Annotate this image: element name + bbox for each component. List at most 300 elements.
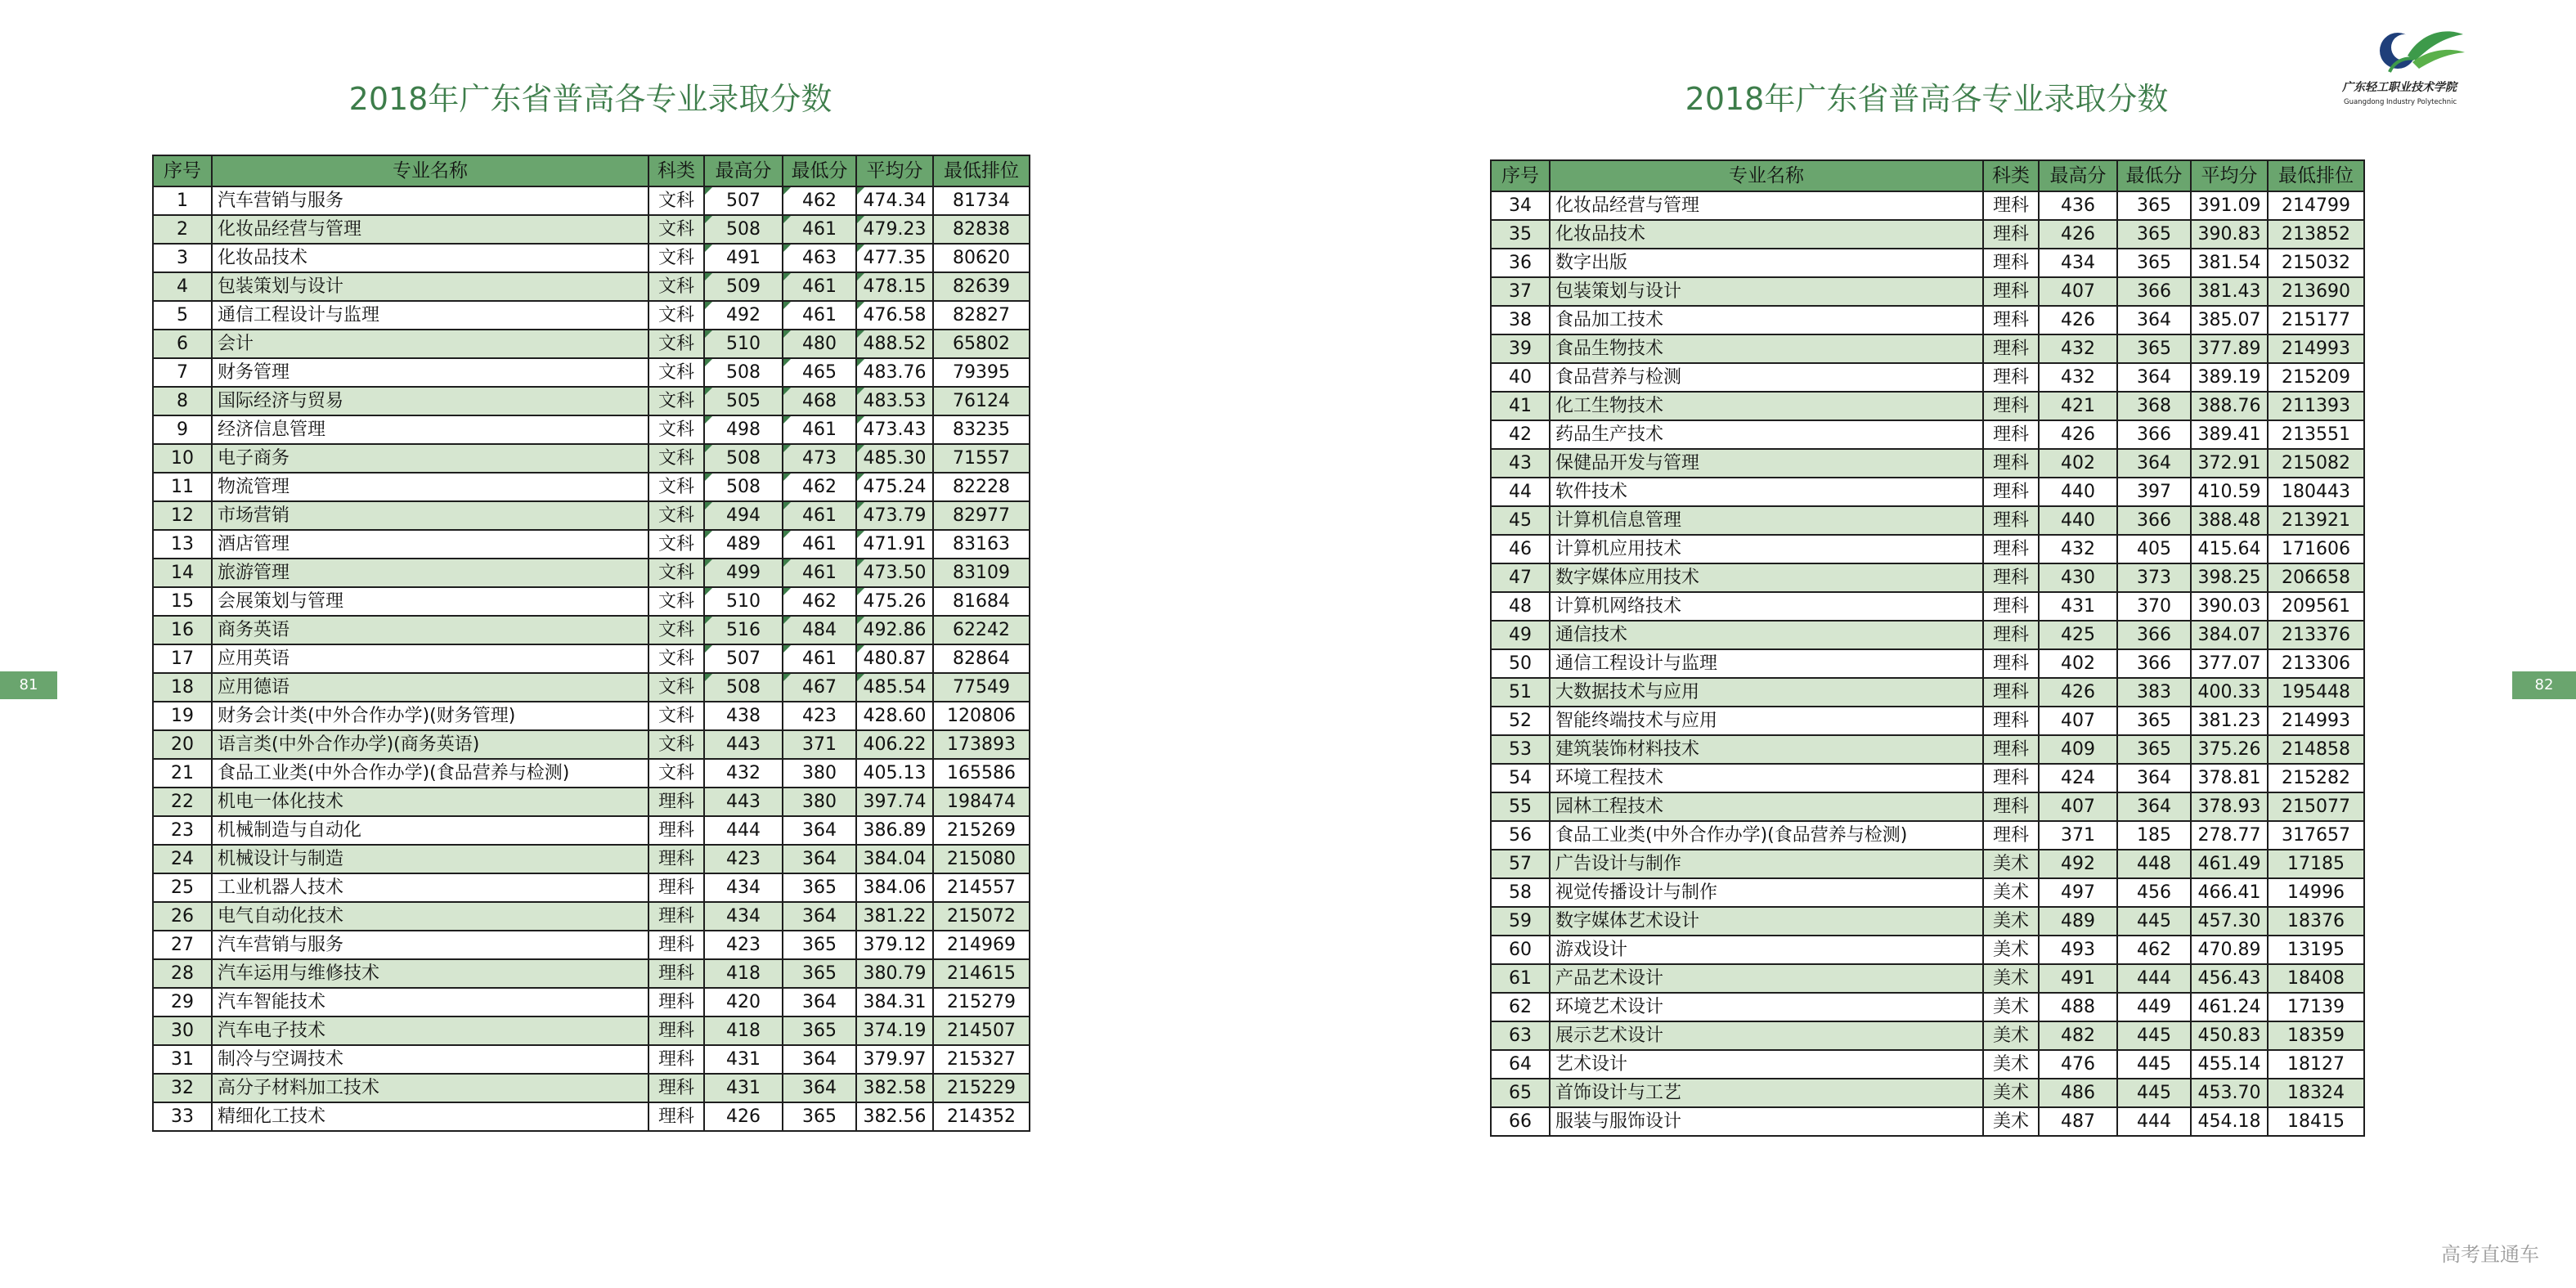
table-cell: 364 [2117,306,2191,334]
table-cell: 34 [1491,191,1550,220]
table-cell: 463 [783,244,856,272]
table-cell: 理科 [648,931,704,959]
table-cell: 397 [2117,478,2191,506]
watermark: 高考直通车 [2441,1243,2539,1266]
major-name-cell: 软件技术 [1550,478,1983,506]
table-cell: 380 [783,759,856,788]
table-cell: 390.83 [2191,220,2268,249]
major-name-cell: 酒店管理 [212,530,648,559]
major-name-cell: 计算机信息管理 [1550,506,1983,535]
table-cell: 377.07 [2191,649,2268,678]
table-cell: 82977 [933,501,1030,530]
table-cell: 480 [783,330,856,358]
table-cell: 507 [704,644,783,673]
table-cell: 40 [1491,363,1550,392]
table-cell: 365 [783,1016,856,1045]
table-cell: 383 [2117,678,2191,707]
major-name-cell: 智能终端技术与应用 [1550,707,1983,735]
table-row [1491,449,2364,478]
table-cell: 71557 [933,444,1030,473]
column-header: 序号 [1491,160,1550,191]
major-name-cell: 保健品开发与管理 [1550,449,1983,478]
table-cell: 13 [153,530,212,559]
table-cell: 41 [1491,392,1550,420]
table-cell: 473.43 [856,415,933,444]
table-cell: 407 [2039,277,2117,306]
table-cell: 18 [153,673,212,702]
table-header-row [153,155,1030,186]
table-cell: 379.97 [856,1045,933,1074]
major-name-cell: 高分子材料加工技术 [212,1074,648,1102]
major-name-cell: 食品工业类(中外合作办学)(食品营养与检测) [212,759,648,788]
table-cell: 美术 [1983,1107,2039,1136]
column-header: 最高分 [704,155,783,186]
major-name-cell: 精细化工技术 [212,1102,648,1131]
table-cell: 15 [153,587,212,616]
table-cell: 366 [2117,277,2191,306]
table-cell: 461 [783,301,856,330]
table-cell: 402 [2039,649,2117,678]
table-row [153,244,1030,272]
table-cell: 16 [153,616,212,644]
table-cell: 443 [704,788,783,816]
table-row [153,902,1030,931]
table-cell: 文科 [648,644,704,673]
table-cell: 214993 [2268,334,2364,363]
table-row [1491,878,2364,907]
table-cell: 465 [783,358,856,387]
major-name-cell: 经济信息管理 [212,415,648,444]
table-cell: 421 [2039,392,2117,420]
table-cell: 理科 [1983,764,2039,792]
major-name-cell: 汽车运用与维修技术 [212,959,648,988]
table-cell: 18408 [2268,964,2364,993]
table-cell: 213306 [2268,649,2364,678]
table-cell: 10 [153,444,212,473]
table-cell: 484 [783,616,856,644]
table-cell: 450.83 [2191,1021,2268,1050]
table-cell: 497 [2039,878,2117,907]
table-cell: 美术 [1983,1079,2039,1107]
table-cell: 213376 [2268,621,2364,649]
table-cell: 3 [153,244,212,272]
table-cell: 498 [704,415,783,444]
table-cell: 432 [2039,363,2117,392]
table-cell: 461 [783,215,856,244]
table-cell: 365 [2117,707,2191,735]
table-cell: 432 [704,759,783,788]
major-name-cell: 数字媒体艺术设计 [1550,907,1983,936]
table-cell: 80620 [933,244,1030,272]
table-cell: 516 [704,616,783,644]
table-cell: 215072 [933,902,1030,931]
major-name-cell: 通信技术 [1550,621,1983,649]
table-row [1491,535,2364,563]
table-row [1491,563,2364,592]
table-row [153,415,1030,444]
column-header: 科类 [648,155,704,186]
table-cell: 214615 [933,959,1030,988]
table-cell: 18359 [2268,1021,2364,1050]
table-cell: 53 [1491,735,1550,764]
table-cell: 1 [153,186,212,215]
table-cell: 文科 [648,415,704,444]
table-cell: 214969 [933,931,1030,959]
table-cell: 364 [783,902,856,931]
table-cell: 423 [704,845,783,873]
table-cell: 文科 [648,730,704,759]
table-cell: 384.31 [856,988,933,1016]
table-cell: 410.59 [2191,478,2268,506]
table-cell: 215209 [2268,363,2364,392]
table-cell: 214858 [2268,735,2364,764]
table-row [1491,907,2364,936]
table-cell: 449 [2117,993,2191,1021]
table-cell: 理科 [1983,821,2039,850]
table-cell: 462 [783,186,856,215]
table-row [153,272,1030,301]
table-row [1491,277,2364,306]
table-cell: 468 [783,387,856,415]
table-cell: 文科 [648,673,704,702]
table-row [153,616,1030,644]
table-cell: 505 [704,387,783,415]
table-cell: 理科 [1983,621,2039,649]
table-cell: 430 [2039,563,2117,592]
table-row [153,1102,1030,1131]
table-cell: 508 [704,358,783,387]
table-cell: 405 [2117,535,2191,563]
table-cell: 214507 [933,1016,1030,1045]
table-cell: 380 [783,788,856,816]
table-row [1491,249,2364,277]
major-name-cell: 建筑装饰材料技术 [1550,735,1983,764]
table-row [1491,1107,2364,1136]
major-name-cell: 工业机器人技术 [212,873,648,902]
table-cell: 美术 [1983,993,2039,1021]
table-cell: 375.26 [2191,735,2268,764]
table-cell: 491 [2039,964,2117,993]
table-row [153,673,1030,702]
table-cell: 理科 [1983,649,2039,678]
table-cell: 397.74 [856,788,933,816]
major-name-cell: 计算机应用技术 [1550,535,1983,563]
table-cell: 文科 [648,330,704,358]
table-cell: 461 [783,415,856,444]
table-row [1491,1021,2364,1050]
table-cell: 24 [153,845,212,873]
table-cell: 215082 [2268,449,2364,478]
table-row [153,644,1030,673]
major-name-cell: 汽车营销与服务 [212,186,648,215]
table-cell: 理科 [1983,306,2039,334]
table-cell: 461 [783,559,856,587]
table-cell: 理科 [648,1074,704,1102]
table-cell: 453.70 [2191,1079,2268,1107]
table-cell: 491 [704,244,783,272]
table-cell: 406.22 [856,730,933,759]
table-cell: 206658 [2268,563,2364,592]
table-cell: 32 [153,1074,212,1102]
table-row [153,730,1030,759]
table-cell: 39 [1491,334,1550,363]
table-cell: 438 [704,702,783,730]
table-cell: 26 [153,902,212,931]
table-cell: 456 [2117,878,2191,907]
table-cell: 482 [2039,1021,2117,1050]
major-name-cell: 化妆品技术 [212,244,648,272]
major-name-cell: 汽车智能技术 [212,988,648,1016]
table-cell: 17139 [2268,993,2364,1021]
major-name-cell: 食品工业类(中外合作办学)(食品营养与检测) [1550,821,1983,850]
table-cell: 209561 [2268,592,2364,621]
table-cell: 479.23 [856,215,933,244]
table-cell: 480.87 [856,644,933,673]
table-cell: 215229 [933,1074,1030,1102]
table-cell: 420 [704,988,783,1016]
table-cell: 理科 [1983,191,2039,220]
table-cell: 理科 [1983,334,2039,363]
table-cell: 461.49 [2191,850,2268,878]
table-cell: 381.23 [2191,707,2268,735]
column-header: 最低分 [2117,160,2191,191]
major-name-cell: 旅游管理 [212,559,648,587]
table-cell: 215269 [933,816,1030,845]
table-cell: 11 [153,473,212,501]
table-cell: 61 [1491,964,1550,993]
table-cell: 380.79 [856,959,933,988]
table-cell: 36 [1491,249,1550,277]
table-cell: 63 [1491,1021,1550,1050]
major-name-cell: 机械制造与自动化 [212,816,648,845]
table-row [153,358,1030,387]
table-cell: 215177 [2268,306,2364,334]
table-row [1491,420,2364,449]
table-cell: 65 [1491,1079,1550,1107]
table-cell: 17 [153,644,212,673]
table-cell: 485.30 [856,444,933,473]
table-cell: 365 [2117,191,2191,220]
table-cell: 444 [2117,964,2191,993]
table-cell: 493 [2039,936,2117,964]
table-cell: 6 [153,330,212,358]
table-cell: 415.64 [2191,535,2268,563]
major-name-cell: 大数据技术与应用 [1550,678,1983,707]
table-row [153,301,1030,330]
major-name-cell: 化妆品经营与管理 [1550,191,1983,220]
table-cell: 407 [2039,707,2117,735]
table-cell: 文科 [648,244,704,272]
table-row [153,1074,1030,1102]
table-cell: 432 [2039,535,2117,563]
table-cell: 理科 [1983,592,2039,621]
table-cell: 364 [783,816,856,845]
table-header-row [1491,160,2364,191]
table-cell: 461 [783,530,856,559]
table-cell: 448 [2117,850,2191,878]
table-cell: 213852 [2268,220,2364,249]
table-cell: 476.58 [856,301,933,330]
table-cell: 378.93 [2191,792,2268,821]
table-cell: 462 [783,587,856,616]
table-row [153,788,1030,816]
right-score-table [1490,159,2365,1137]
table-cell: 83163 [933,530,1030,559]
table-cell: 445 [2117,1050,2191,1079]
table-cell: 38 [1491,306,1550,334]
table-cell: 426 [2039,678,2117,707]
table-cell: 462 [2117,936,2191,964]
table-row [153,559,1030,587]
table-cell: 366 [2117,649,2191,678]
major-name-cell: 广告设计与制作 [1550,850,1983,878]
table-cell: 365 [783,873,856,902]
table-cell: 理科 [648,988,704,1016]
table-cell: 425 [2039,621,2117,649]
table-cell: 214993 [2268,707,2364,735]
column-header: 最低排位 [933,155,1030,186]
table-cell: 83235 [933,415,1030,444]
table-cell: 426 [2039,220,2117,249]
table-cell: 494 [704,501,783,530]
table-cell: 426 [704,1102,783,1131]
major-name-cell: 计算机网络技术 [1550,592,1983,621]
table-cell: 理科 [1983,707,2039,735]
major-name-cell: 制冷与空调技术 [212,1045,648,1074]
table-cell: 42 [1491,420,1550,449]
table-cell: 434 [704,873,783,902]
table-row [153,873,1030,902]
table-cell: 432 [2039,334,2117,363]
table-cell: 445 [2117,1079,2191,1107]
table-cell: 美术 [1983,850,2039,878]
table-cell: 理科 [1983,392,2039,420]
table-cell: 文科 [648,301,704,330]
table-cell: 365 [783,1102,856,1131]
table-cell: 56 [1491,821,1550,850]
table-cell: 418 [704,959,783,988]
table-cell: 365 [2117,735,2191,764]
major-name-cell: 包装策划与设计 [212,272,648,301]
table-cell: 476 [2039,1050,2117,1079]
table-cell: 489 [704,530,783,559]
table-cell: 370 [2117,592,2191,621]
table-cell: 理科 [1983,792,2039,821]
table-cell: 45 [1491,506,1550,535]
table-cell: 9 [153,415,212,444]
table-cell: 444 [704,816,783,845]
table-cell: 4 [153,272,212,301]
table-cell: 373 [2117,563,2191,592]
table-cell: 214557 [933,873,1030,902]
table-cell: 理科 [1983,220,2039,249]
major-name-cell: 电子商务 [212,444,648,473]
table-cell: 文科 [648,559,704,587]
table-cell: 478.15 [856,272,933,301]
table-cell: 33 [153,1102,212,1131]
table-cell: 485.54 [856,673,933,702]
table-row [1491,678,2364,707]
table-cell: 49 [1491,621,1550,649]
table-cell: 77549 [933,673,1030,702]
table-cell: 388.48 [2191,506,2268,535]
table-cell: 385.07 [2191,306,2268,334]
major-name-cell: 艺术设计 [1550,1050,1983,1079]
table-cell: 365 [783,959,856,988]
table-cell: 120806 [933,702,1030,730]
table-cell: 理科 [648,873,704,902]
table-cell: 466.41 [2191,878,2268,907]
table-cell: 25 [153,873,212,902]
table-cell: 60 [1491,936,1550,964]
table-cell: 443 [704,730,783,759]
column-header: 最低分 [783,155,856,186]
table-cell: 507 [704,186,783,215]
table-cell: 81684 [933,587,1030,616]
table-cell: 美术 [1983,1050,2039,1079]
table-row [153,959,1030,988]
table-row [1491,850,2364,878]
table-cell: 508 [704,215,783,244]
table-cell: 213921 [2268,506,2364,535]
table-cell: 368 [2117,392,2191,420]
table-cell: 391.09 [2191,191,2268,220]
major-name-cell: 数字媒体应用技术 [1550,563,1983,592]
table-row [153,587,1030,616]
table-row [1491,764,2364,792]
major-name-cell: 化妆品经营与管理 [212,215,648,244]
table-cell: 215279 [933,988,1030,1016]
table-cell: 27 [153,931,212,959]
table-cell: 317657 [2268,821,2364,850]
table-cell: 52 [1491,707,1550,735]
table-cell: 492 [704,301,783,330]
table-cell: 509 [704,272,783,301]
table-cell: 64 [1491,1050,1550,1079]
table-cell: 364 [2117,792,2191,821]
table-cell: 18324 [2268,1079,2364,1107]
table-cell: 365 [2117,220,2191,249]
table-cell: 文科 [648,759,704,788]
table-cell: 美术 [1983,936,2039,964]
left-page-title: 2018年广东省普高各专业录取分数 [348,81,832,117]
table-row [153,1045,1030,1074]
table-row [1491,506,2364,535]
table-cell: 389.41 [2191,420,2268,449]
table-cell: 431 [704,1045,783,1074]
table-cell: 510 [704,330,783,358]
table-cell: 423 [783,702,856,730]
table-cell: 508 [704,673,783,702]
table-cell: 185 [2117,821,2191,850]
table-cell: 8 [153,387,212,415]
table-cell: 378.81 [2191,764,2268,792]
table-cell: 388.76 [2191,392,2268,420]
table-cell: 171606 [2268,535,2364,563]
major-name-cell: 食品营养与检测 [1550,363,1983,392]
table-cell: 理科 [648,845,704,873]
table-cell: 426 [2039,420,2117,449]
table-cell: 473.50 [856,559,933,587]
table-row [153,702,1030,730]
column-header: 科类 [1983,160,2039,191]
table-row [153,387,1030,415]
table-cell: 理科 [648,1016,704,1045]
table-cell: 473.79 [856,501,933,530]
table-cell: 35 [1491,220,1550,249]
table-cell: 486 [2039,1079,2117,1107]
table-cell: 461 [783,644,856,673]
